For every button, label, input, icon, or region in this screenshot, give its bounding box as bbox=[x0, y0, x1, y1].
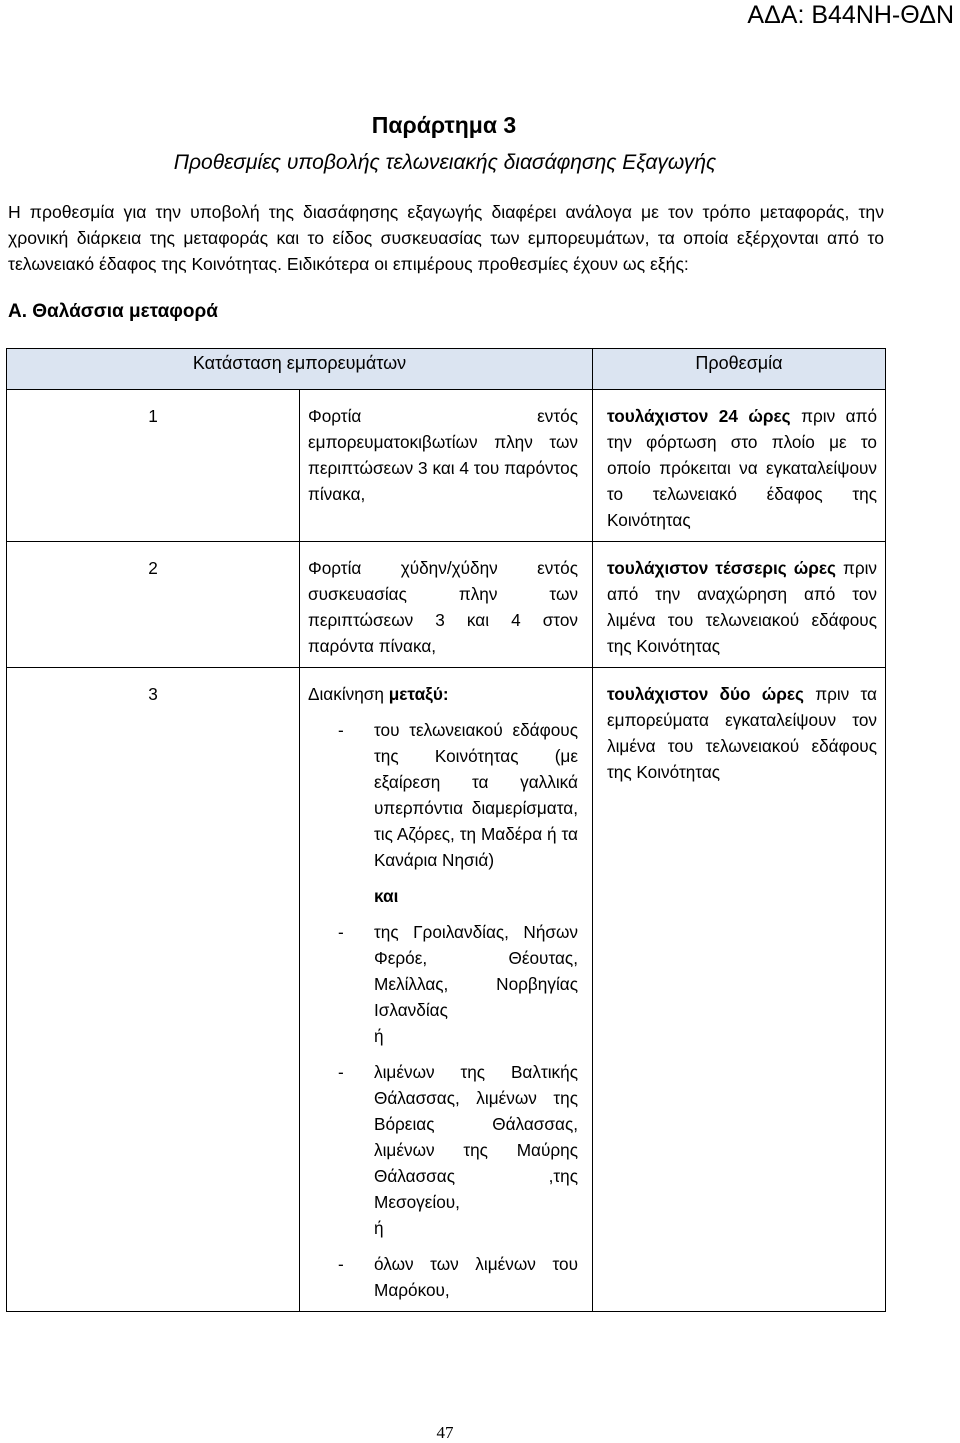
list-dash: - bbox=[338, 720, 344, 740]
list-item-body bbox=[374, 919, 578, 1049]
page-subtitle: Προθεσμίες υποβολής τελωνειακής διασάφησης Εξαγωγής bbox=[173, 151, 717, 174]
conjunction-or: ή bbox=[374, 1026, 384, 1046]
conjunction-or: ή bbox=[374, 1218, 384, 1238]
intro-paragraph: Η προθεσμία για την υποβολή της διασάφησης εξαγωγής διαφέρει ανάλογα με τον τρόπο μεταφοράς, την χρονική διάρκεια της μεταφοράς και το είδος συσκευασίας των εμπορευμάτων, τα οποία εξέρχονται από το τελωνειακό έδαφος της Κοινότητας. Ειδικότερα οι επιμέρους προθεσμίες έχουν ως εξής: bbox=[8, 202, 884, 274]
list-item bbox=[308, 1251, 578, 1303]
row-number: 1 bbox=[7, 390, 300, 542]
deadline-text: πριν από την φόρτωση στο πλοίο με το οποίο πρόκειται να εγκαταλείψουν το τελωνειακό έδαφος της Κοινότητας bbox=[607, 406, 877, 530]
list-item bbox=[308, 1059, 578, 1241]
ada-code: ΑΔΑ: Β44ΝΗ-ΘΔΝ bbox=[747, 1, 954, 29]
list-item bbox=[308, 919, 578, 1049]
list-item-text: του τελωνειακού εδάφους της Κοινότητας (με εξαίρεση τα γαλλικά υπερπόντια διαμερίσματα, τις Αζόρες, τη Μαδέρα ή τα Κανάρια Νησιά) bbox=[374, 720, 578, 870]
list-dash: - bbox=[338, 1062, 344, 1082]
list-item-text: της Γροιλανδίας, Νήσων Φερόε, Θέουτας, Μελίλλας, Νορβηγίας Ισλανδίας bbox=[374, 922, 578, 1020]
table-row bbox=[7, 542, 886, 668]
row-number: 3 bbox=[7, 668, 300, 1312]
section-heading: Α. Θαλάσσια μεταφορά bbox=[8, 301, 218, 322]
row-deadline bbox=[593, 542, 886, 668]
row-description bbox=[300, 668, 593, 1312]
list-item bbox=[308, 717, 578, 873]
header-deadline: Προθεσμία bbox=[593, 349, 886, 390]
conjunction-and: και bbox=[374, 886, 399, 906]
deadline-text: πριν τα εμπορεύματα εγκαταλείψουν τον λιμένα του τελωνειακού εδάφους της Κοινότητας bbox=[607, 684, 877, 782]
table-row bbox=[7, 668, 886, 1312]
page-number: 47 bbox=[436, 1423, 454, 1442]
row-number: 2 bbox=[7, 542, 300, 668]
table-row bbox=[7, 390, 886, 542]
header-status: Κατάσταση εμπορευμάτων bbox=[7, 349, 593, 390]
list-item-text: όλων των λιμένων του Μαρόκου, bbox=[374, 1254, 578, 1300]
row-deadline bbox=[593, 390, 886, 542]
list-dash: - bbox=[338, 922, 344, 942]
deadlines-table bbox=[6, 348, 886, 1312]
deadline-text: πριν από την αναχώρηση από τον λιμένα του τελωνειακού εδάφους της Κοινότητας bbox=[607, 558, 878, 656]
deadline-emphasis: τουλάχιστον 24 ώρες bbox=[607, 406, 791, 426]
row-description: Φορτία εντός εμπορευματοκιβωτίων πλην των περιπτώσεων 3 και 4 του παρόντος πίνακα, bbox=[300, 390, 593, 542]
movement-lead bbox=[308, 681, 578, 707]
list-dash: - bbox=[338, 1254, 344, 1274]
deadline-emphasis: τουλάχιστον δύο ώρες bbox=[607, 684, 804, 704]
row-deadline bbox=[593, 668, 886, 1312]
table-header-row bbox=[7, 349, 886, 390]
page-title: Παράρτημα 3 bbox=[371, 112, 517, 138]
deadline-emphasis: τουλάχιστον τέσσερις ώρες bbox=[607, 558, 836, 578]
list-item-text: λιμένων της Βαλτικής Θάλασσας, λιμένων της Βόρειας Θάλασσας, λιμένων της Μαύρης Θάλασσας ,της Μεσογείου, bbox=[374, 1062, 578, 1212]
row-description: Φορτία χύδην/χύδην εντός συσκευασίας πλην των περιπτώσεων 3 και 4 στον παρόντα πίνακα, bbox=[300, 542, 593, 668]
movement-lead-between: μεταξύ: bbox=[388, 684, 449, 704]
list-item-body bbox=[374, 1059, 578, 1241]
movement-lead-text: Διακίνηση bbox=[308, 684, 389, 704]
